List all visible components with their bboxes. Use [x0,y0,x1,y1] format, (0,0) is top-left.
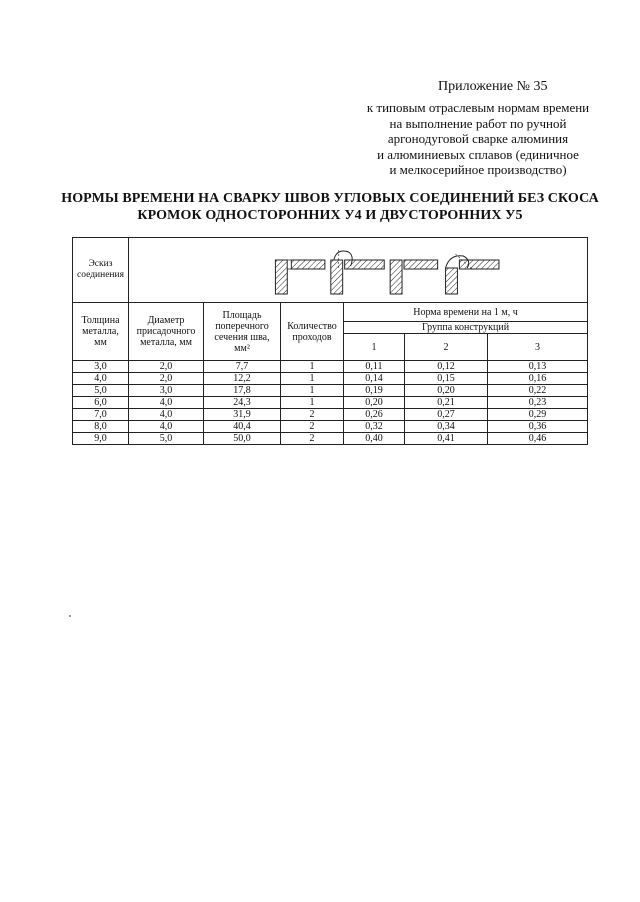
cell-g1: 0,32 [344,421,405,433]
cell-diameter: 2,0 [129,373,204,385]
header-group-2: 2 [405,334,488,361]
header-passes-line: Количество [287,320,337,332]
header-passes [281,303,344,361]
time-norms-table [72,237,588,445]
title-line: НОРМЫ ВРЕМЕНИ НА СВАРКУ ШВОВ УГЛОВЫХ СОЕДИНЕНИЙ БЕЗ СКОСА [61,191,599,206]
document-title [60,190,600,224]
header-norm-group: Норма времени на 1 м, ч [344,303,588,322]
header-area-line: сечения шва, [214,331,270,343]
sketch-label-cell [73,238,129,303]
header-thickness-line: мм [94,337,107,348]
table-row [73,373,588,385]
cell-diameter: 4,0 [129,421,204,433]
cell-g2: 0,27 [405,409,488,421]
cell-diameter: 4,0 [129,397,204,409]
header-group-1: 1 [344,334,405,361]
scan-speck [69,615,71,617]
cell-area: 50,0 [204,433,281,445]
cell-thickness: 3,0 [73,361,129,373]
cell-g3: 0,23 [488,397,588,409]
table-row [73,421,588,433]
cell-g2: 0,34 [405,421,488,433]
title-line: КРОМОК ОДНОСТОРОННИХ У4 И ДВУСТОРОННИХ У5 [137,208,523,223]
annex-line: к типовым отраслевым нормам времени [366,100,590,115]
table-body [73,361,588,445]
sketch-label-line: соединения [77,270,124,280]
header-row-1 [73,303,588,322]
cell-passes: 1 [281,361,344,373]
annex-number: Приложение № 35 [438,79,548,94]
cell-thickness: 5,0 [73,385,129,397]
header-area-line: мм² [234,342,250,354]
table-row [73,385,588,397]
cell-passes: 2 [281,409,344,421]
annex-line: аргонодуговой сварке алюминия [387,131,569,146]
annex-line: и мелкосерийное производство) [389,162,567,177]
cell-thickness: 6,0 [73,397,129,409]
header-passes-line: проходов [292,331,332,343]
sketch-row [73,238,588,303]
cell-area: 40,4 [204,421,281,433]
cell-g1: 0,20 [344,397,405,409]
joint-sketch-1 [275,260,324,294]
annex-line: и алюминиевых сплавов (единичное [377,146,579,162]
header-area [204,303,281,361]
annex-line: на выполнение работ по ручной [389,115,567,131]
header-thickness [73,303,129,361]
cell-passes: 1 [281,397,344,409]
joint-sketch-drawing [131,238,585,302]
cell-passes: 2 [281,433,344,445]
header-diameter-line: присадочного [136,326,196,337]
cell-g3: 0,46 [488,433,588,445]
cell-g2: 0,12 [405,361,488,373]
cell-passes: 2 [281,421,344,433]
cell-passes: 1 [281,373,344,385]
header-diameter-line: Диаметр [147,315,185,326]
annex-description [350,100,606,178]
table-row [73,433,588,445]
table-row [73,397,588,409]
cell-g3: 0,22 [488,385,588,397]
cell-thickness: 7,0 [73,409,129,421]
joint-sketch-2 [331,250,384,294]
cell-g2: 0,20 [405,385,488,397]
header-construction-group: Группа конструкций [344,322,588,334]
cell-g3: 0,16 [488,373,588,385]
cell-g1: 0,19 [344,385,405,397]
cell-thickness: 8,0 [73,421,129,433]
joint-sketch-cell [129,238,588,303]
joint-sketch-3 [390,260,437,294]
header-area-line: Площадь [222,309,262,321]
cell-g1: 0,14 [344,373,405,385]
cell-g1: 0,40 [344,433,405,445]
header-diameter-line: металла, мм [140,337,192,348]
cell-area: 17,8 [204,385,281,397]
sketch-label-line: Эскиз [88,259,113,269]
cell-g3: 0,29 [488,409,588,421]
cell-area: 24,3 [204,397,281,409]
table-row [73,409,588,421]
cell-g3: 0,13 [488,361,588,373]
header-area-line: поперечного [215,320,269,332]
cell-thickness: 9,0 [73,433,129,445]
table-row [73,361,588,373]
cell-g3: 0,36 [488,421,588,433]
cell-area: 7,7 [204,361,281,373]
cell-diameter: 5,0 [129,433,204,445]
cell-passes: 1 [281,385,344,397]
cell-g1: 0,26 [344,409,405,421]
cell-diameter: 2,0 [129,361,204,373]
cell-diameter: 4,0 [129,409,204,421]
cell-g1: 0,11 [344,361,405,373]
header-thickness-line: металла, [82,326,119,337]
cell-thickness: 4,0 [73,373,129,385]
cell-g2: 0,15 [405,373,488,385]
cell-diameter: 3,0 [129,385,204,397]
cell-area: 12,2 [204,373,281,385]
cell-g2: 0,41 [405,433,488,445]
header-group-3: 3 [488,334,588,361]
header-thickness-line: Толщина [81,315,120,326]
cell-area: 31,9 [204,409,281,421]
header-diameter [129,303,204,361]
cell-g2: 0,21 [405,397,488,409]
joint-sketch-4 [446,254,499,294]
